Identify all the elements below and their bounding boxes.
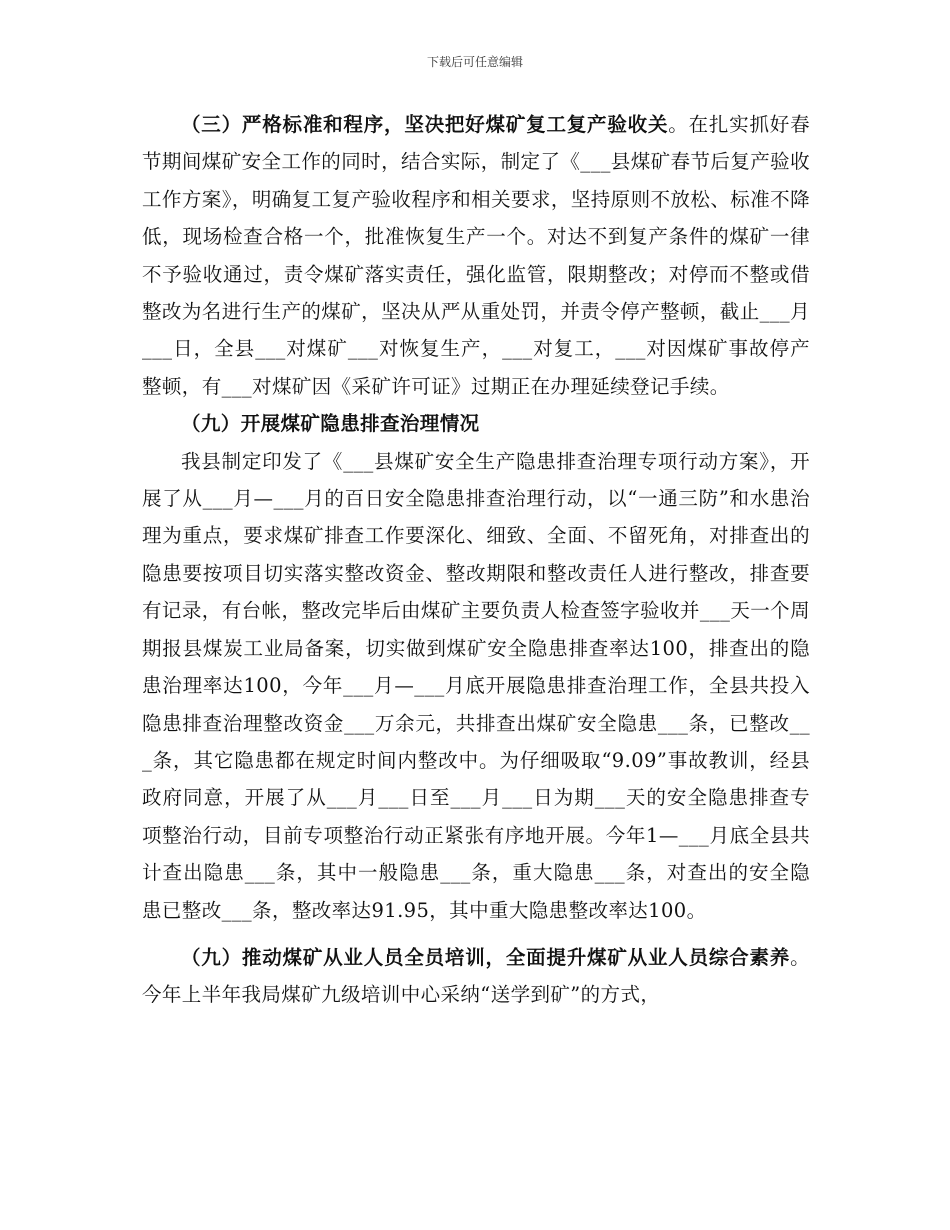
paragraph-gap — [142, 929, 810, 939]
section-title: （三）严格标准和程序，坚决把好煤矿复工复产验收关 — [181, 113, 669, 136]
section-title: （九）推动煤矿从业人员全员培训，全面提升煤矿从业人员综合素养 — [181, 945, 791, 969]
section-body: 。在扎实抓好春节期间煤矿安全工作的同时，结合实际，制定了《___县煤矿春节后复产验收工作方案》，明确复工复产验收程序和相关要求，坚持原则不放松、标准不降低，现场检查合格一个，批准恢复生产一个。对达不到复产条件的煤矿一律不予验收通过，责令煤矿落实责任，强化监管，限期整改；对停而不整或借整改为名进行生产的煤矿，坚决从严从重处罚，并责令停产整顿，截止___月___日，全县___对煤矿___对恢复生产，___对复工，___对因煤矿事故停产整顿，有___对煤矿因《采矿许可证》过期正在办理延续登记手续。 — [142, 113, 810, 398]
section-hazard-inspection-body: 我县制定印发了《___县煤矿安全生产隐患排查治理专项行动方案》，开展了从___月—___月的百日安全隐患排查治理行动，以“一通三防”和水患治理为重点，要求煤矿排查工作要深化、细致、全面、不留死角，对排查出的隐患要按项目切实落实整改资金、整改期限和整改责任人进行整改，排查要有记录，有台帐，整改完毕后由煤矿主要负责人检查签字验收并___天一个周期报县煤炭工业局备案，切实做到煤矿安全隐患排查率达100，排查出的隐患治理率达100，今年___月—___月底开展隐患排查治理工作，全县共投入隐患排查治理整改资金___万余元，共排查出煤矿安全隐患___条，已整改___条，其它隐患都在规定时间内整改中。为仔细吸取“9.09”事故教训，经县政府同意，开展了从___月___日至___月___日为期___天的安全隐患排查专项整治行动，目前专项整治行动正紧张有序地开展。今年1—___月底全县共计查出隐患___条，其中一般隐患___条，重大隐患___条，对查出的安全隐患已整改___条，整改率达91.95，其中重大隐患整改率达100。 — [142, 449, 810, 922]
section-staff-training — [142, 939, 810, 1014]
section-coal-mine-resumption — [142, 106, 810, 405]
page-header: 下载后可任意编辑 — [426, 55, 523, 69]
section-heading-hazard-inspection: （九）开展煤矿隐患排查治理情况 — [181, 412, 480, 436]
section-body: 。今年上半年我局煤矿九级培训中心采纳“送学到矿”的方式， — [142, 945, 810, 1007]
document-body — [142, 106, 810, 1014]
